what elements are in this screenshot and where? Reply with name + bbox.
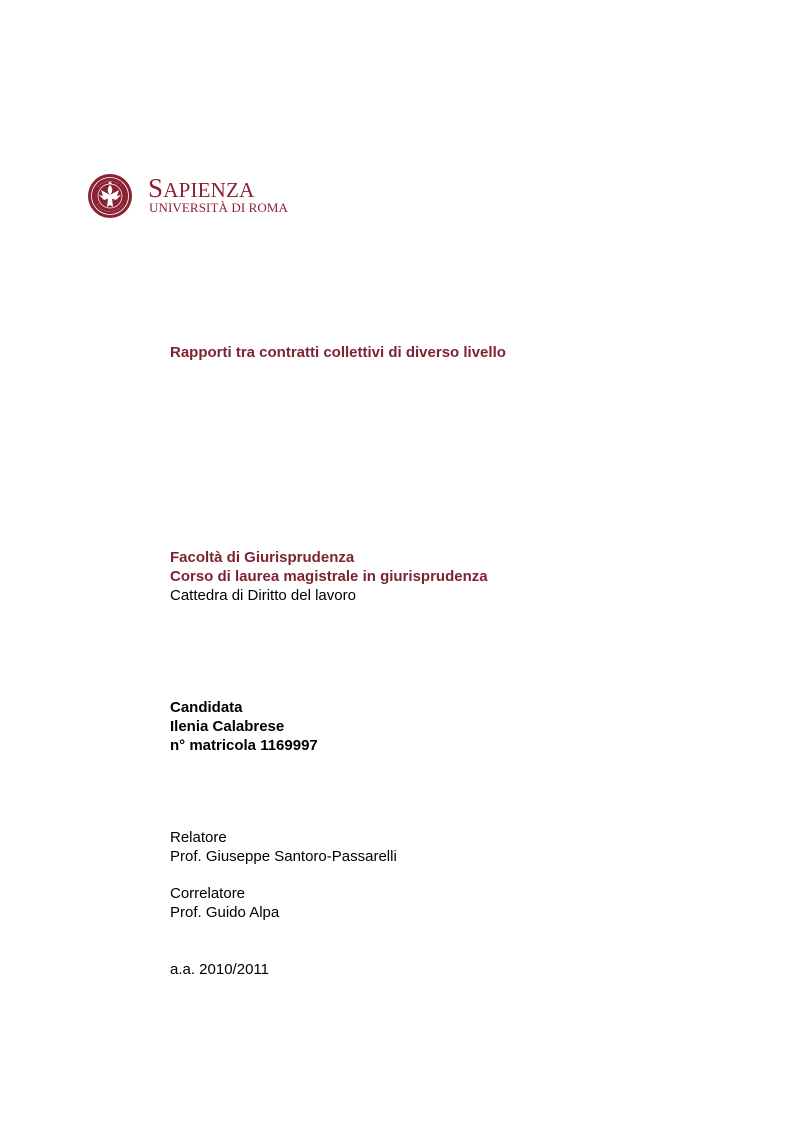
- university-logo: [87, 168, 289, 224]
- supervisor-name: Prof. Giuseppe Santoro-Passarelli: [170, 848, 397, 865]
- faculty-name: Facoltà di Giurisprudenza: [170, 549, 355, 566]
- supervisor-block: [170, 828, 397, 866]
- thesis-title: Rapporti tra contratti collettivi di diverso livello: [170, 344, 506, 361]
- co-supervisor-name: Prof. Guido Alpa: [170, 904, 280, 921]
- co-supervisor-block: [170, 884, 279, 922]
- chair-name: Cattedra di Diritto del lavoro: [170, 587, 356, 604]
- candidate-block: [170, 698, 318, 755]
- co-supervisor-label: Correlatore: [170, 885, 246, 902]
- candidate-matricola: n° matricola 1169997: [170, 737, 318, 754]
- faculty-block: [170, 548, 488, 605]
- supervisor-label: Relatore: [170, 829, 227, 846]
- academic-year: a.a. 2010/2011: [170, 961, 269, 978]
- candidate-label: Candidata: [170, 699, 243, 716]
- candidate-name: Ilenia Calabrese: [170, 718, 285, 735]
- course-name: Corso di laurea magistrale in giurisprudenza: [170, 568, 488, 585]
- logo-subtitle: UNIVERSITÀ DI ROMA: [149, 200, 289, 215]
- sapienza-seal-icon: [87, 168, 133, 224]
- logo-title-initial: S: [148, 173, 164, 203]
- logo-title-rest: APIENZA: [163, 178, 255, 202]
